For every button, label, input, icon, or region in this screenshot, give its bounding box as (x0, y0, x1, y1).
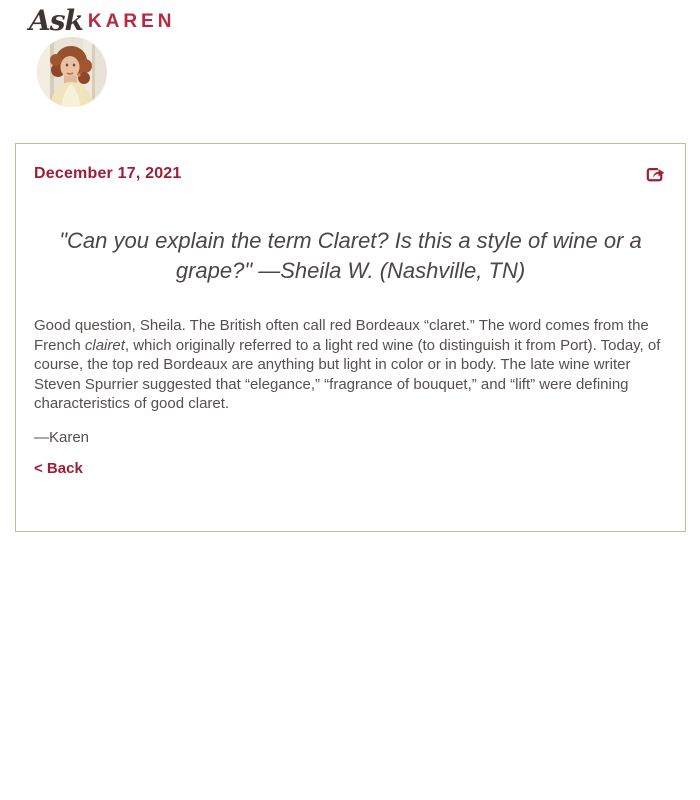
post-date: December 17, 2021 (34, 165, 182, 182)
share-button[interactable] (644, 163, 667, 186)
back-link[interactable]: < Back (34, 459, 83, 477)
avatar (37, 37, 107, 107)
site-logo[interactable] (29, 4, 175, 37)
question-title: "Can you explain the term Claret? Is this a style of wine or a grape?" —Sheila W. (Nashville, TN) (59, 228, 642, 283)
page-header (0, 0, 700, 143)
card-top-row (34, 163, 667, 186)
answer-paragraph (34, 316, 667, 414)
avatar-portrait-graphic (37, 37, 107, 107)
qa-card (15, 143, 686, 532)
answer-italic-term: clairet (84, 336, 125, 354)
share-icon (644, 163, 667, 186)
signature: —Karen (34, 428, 90, 446)
logo-script-text: Ask (29, 4, 83, 37)
logo-caps-text: KAREN (87, 11, 176, 32)
answer-lead: Good question, Sheila. The British often call red Bordeaux “claret.” The word comes from the French (34, 317, 649, 354)
answer-rest: , which originally referred to a light red wine (to distinguish it from Port). Today, of course, the top red Bordeaux are anything but light in color or in body. The late wine writer Steven Spurrier suggested that “elegance,” “fragrance of bouquet,” and “lift” were defining characteristics of good claret. (34, 336, 661, 412)
